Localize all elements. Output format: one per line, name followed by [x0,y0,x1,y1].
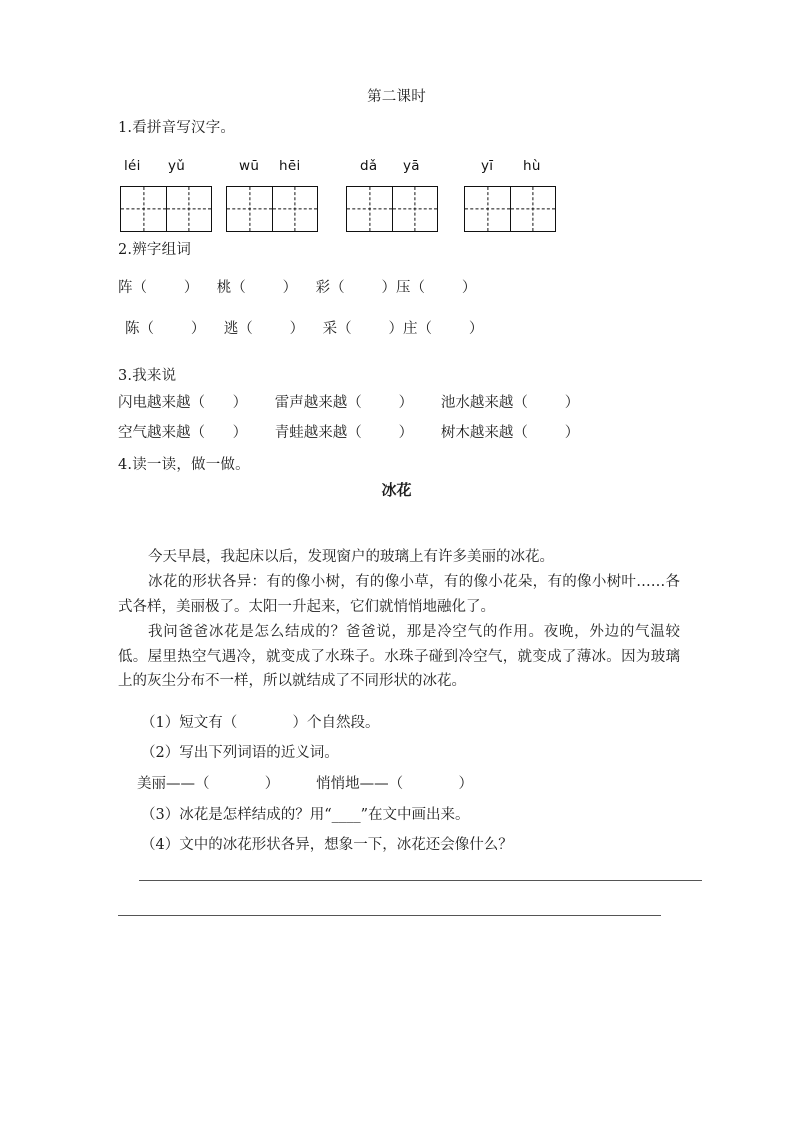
writing-grid-cell[interactable] [347,187,392,231]
exercise-4-heading: 4.读一读，做一做。 [118,457,250,473]
pinyin-4-left: yī [481,158,494,174]
pinyin-2-right: hēi [279,158,301,174]
writing-grid-box-3[interactable] [346,186,438,232]
question-2: （2）写出下列词语的近义词。 [141,745,339,761]
writing-grid-cell[interactable] [272,187,317,231]
pinyin-1-right: yǔ [168,158,186,174]
passage-paragraph-2: 冰花的形状各异：有的像小树，有的像小草，有的像小花朵，有的像小树叶……各式各样，美丽极了。太阳一升起来，它们就悄悄地融化了。 [118,574,680,615]
answer-line-2[interactable] [118,915,661,916]
writing-grid-cell[interactable] [465,187,510,231]
writing-grid-cell[interactable] [392,187,437,231]
passage-title: 冰花 [381,481,412,499]
question-3[interactable]: （3）冰花是怎样结成的？用“____”在文中画出来。 [141,807,470,823]
passage-paragraph-1: 今天早晨，我起床以后，发现窗户的玻璃上有许多美丽的冰花。 [148,549,554,565]
exercise-3-heading: 3.我来说 [118,368,177,384]
pinyin-1-left: léi [124,158,141,174]
writing-grid-box-1[interactable] [120,186,212,232]
exercise-3-row-1[interactable]: 闪电越来越（ ） 雷声越来越（ ） 池水越来越（ ） [118,395,580,411]
exercise-3-row-2[interactable]: 空气越来越（ ） 青蛙越来越（ ） 树木越来越（ ） [118,425,580,441]
exercise-2-heading: 2.辨字组词 [118,242,192,258]
pinyin-3-right: yā [403,158,420,174]
pinyin-3-left: dǎ [360,158,378,174]
pinyin-4-right: hù [523,158,541,174]
question-4[interactable]: （4）文中的冰花形状各异，想象一下，冰花还会像什么？ [141,837,513,853]
exercise-2-row-2[interactable]: 陈（ ） 逃（ ） 采（ ）庄（ ） [125,321,484,337]
writing-grid-box-2[interactable] [226,186,318,232]
lesson-title: 第二课时 [367,89,426,105]
writing-grid-cell[interactable] [121,187,166,231]
exercise-2-row-1[interactable]: 阵（ ） 桃（ ） 彩（ ）压（ ） [118,280,477,296]
exercise-1-heading: 1.看拼音写汉字。 [118,120,236,136]
writing-grid-box-4[interactable] [464,186,556,232]
answer-line-1[interactable] [139,880,702,881]
writing-grid-cell[interactable] [227,187,272,231]
writing-grid-cell[interactable] [166,187,211,231]
writing-grid-cell[interactable] [510,187,555,231]
question-2-synonym-items[interactable]: 美丽——（ ） 悄悄地——（ ） [137,776,473,792]
passage-paragraph-3: 我问爸爸冰花是怎么结成的？爸爸说，那是冷空气的作用。夜晚，外边的气温较低。屋里热空气遇冷，就变成了水珠子。水珠子碰到冷空气，就变成了薄冰。因为玻璃上的灰尘分布不一样，所以就结成了不同形状的冰花。 [118,624,680,689]
pinyin-2-left: wū [239,158,260,174]
question-1[interactable]: （1）短文有（ ）个自然段。 [141,715,380,731]
